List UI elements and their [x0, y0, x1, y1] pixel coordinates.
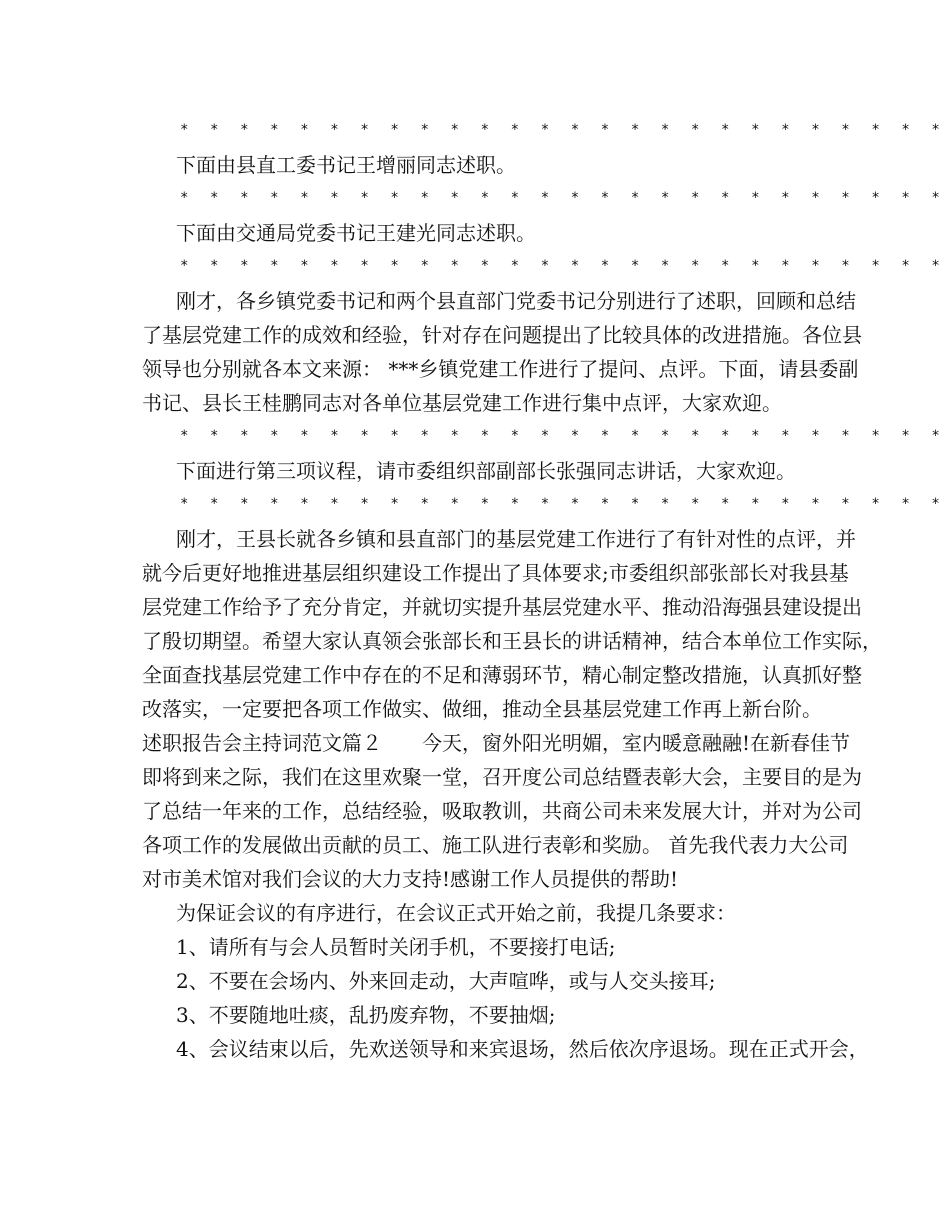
paragraph-line: 全面查找基层党建工作中存在的不足和薄弱环节，精心制定整改措施，认真抓好整 — [142, 663, 862, 687]
paragraph-line: 刚才，王县长就各乡镇和县直部门的基层党建工作进行了有针对性的点评，并 — [176, 527, 856, 551]
paragraph-line: 领导也分别就各本文来源： ***乡镇党建工作进行了提问、点评。下面，请县委副 — [142, 357, 859, 381]
paragraph-line: 为保证会议的有序进行，在会议正式开始之前，我提几条要求： — [176, 901, 736, 925]
list-item: 1、请所有与会人员暂时关闭手机，不要接打电话; — [176, 935, 616, 959]
paragraph-line: 了基层党建工作的成效和经验，针对存在问题提出了比较具体的改进措施。各位县 — [142, 323, 862, 347]
paragraph-line: 层党建工作给予了充分肯定，并就切实提升基层党建水平、推动沿海强县建设提出 — [142, 595, 862, 619]
paragraph-line: 对市美术馆对我们会议的大力支持!感谢工作人员提供的帮助! — [142, 867, 679, 891]
paragraph-line: 改落实，一定要把各项工作做实、做细，推动全县基层党建工作再上新台阶。 — [142, 697, 822, 721]
separator-stars: * * * * * * * * * * * * * * * * * * * * * * * * * * — [180, 190, 947, 206]
text-line: 下面由县直工委书记王增丽同志述职。 — [176, 153, 516, 177]
separator-stars: * * * * * * * * * * * * * * * * * * * * * * * * * * — [180, 122, 947, 138]
paragraph-line: 各项工作的发展做出贡献的员工、施工队进行表彰和奖励。 首先我代表力大公司 — [142, 833, 849, 857]
paragraph-line: 就今后更好地推进基层组织建设工作提出了具体要求;市委组织部张部长对我县基 — [142, 561, 849, 585]
separator-stars: * * * * * * * * * * * * * * * * * * * * * * * * * * — [180, 258, 947, 274]
text-line: 下面进行第三项议程，请市委组织部副部长张强同志讲话，大家欢迎。 — [176, 459, 796, 483]
text-line: 下面由交通局党委书记王建光同志述职。 — [176, 221, 536, 245]
section-heading-line: 述职报告会主持词范文篇２ 今天，窗外阳光明媚，室内暖意融融!在新春佳节 — [142, 731, 851, 755]
list-item: 3、不要随地吐痰，乱扔废弃物，不要抽烟; — [176, 1003, 556, 1027]
separator-stars: * * * * * * * * * * * * * * * * * * * * * * * * * * — [180, 496, 947, 512]
paragraph-line: 了殷切期望。希望大家认真领会张部长和王县长的讲话精神，结合本单位工作实际， — [142, 629, 882, 653]
list-item: 2、不要在会场内、外来回走动，大声喧哗，或与人交头接耳; — [176, 969, 716, 993]
paragraph-line: 了总结一年来的工作，总结经验，吸取教训，共商公司未来发展大计，并对为公司 — [142, 799, 862, 823]
separator-stars: * * * * * * * * * * * * * * * * * * * * * * * * * * — [180, 428, 947, 444]
list-item: 4、会议结束以后，先欢送领导和来宾退场，然后依次序退场。现在正式开会， — [176, 1037, 869, 1061]
paragraph-line: 即将到来之际，我们在这里欢聚一堂，召开度公司总结暨表彰大会，主要目的是为 — [142, 765, 862, 789]
paragraph-line: 书记、县长王桂鹏同志对各单位基层党建工作进行集中点评，大家欢迎。 — [142, 391, 782, 415]
paragraph-line: 刚才，各乡镇党委书记和两个县直部门党委书记分别进行了述职，回顾和总结 — [176, 289, 856, 313]
